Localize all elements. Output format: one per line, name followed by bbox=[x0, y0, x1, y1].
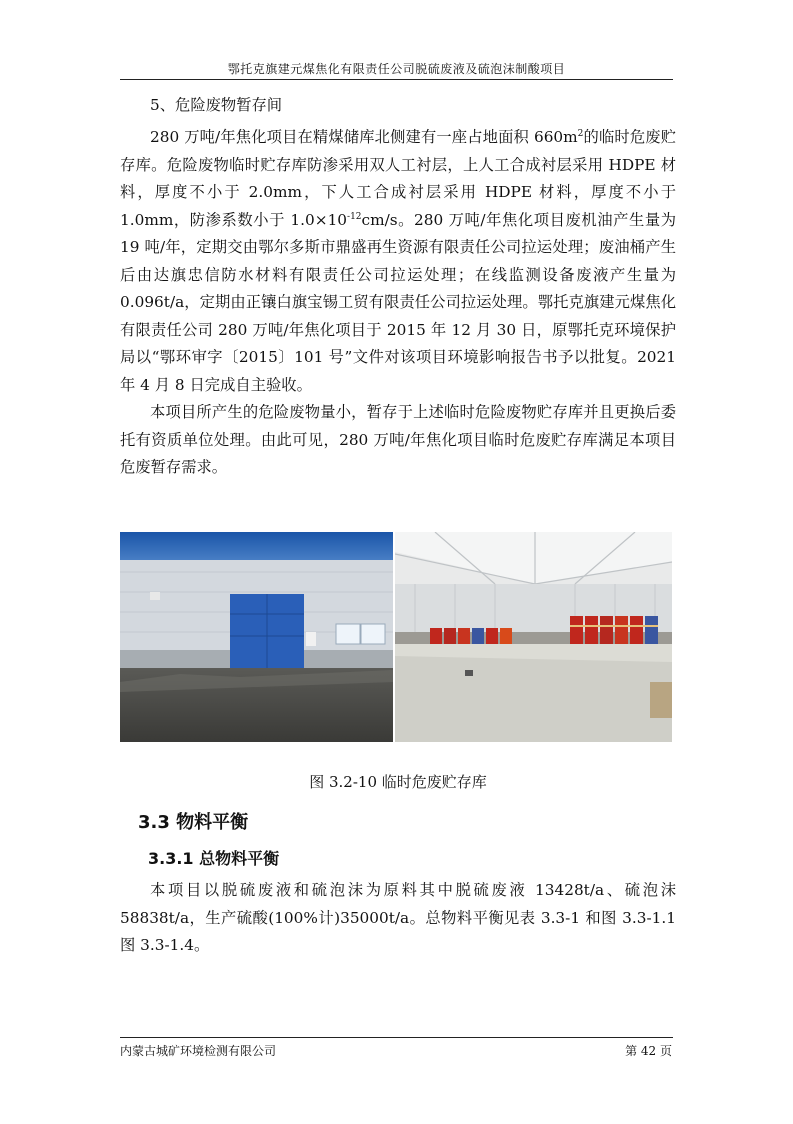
section-3-3-heading: 3.3 物料平衡 bbox=[138, 812, 249, 833]
figure-caption: 图 3.2-10 临时危废贮存库 bbox=[309, 773, 487, 791]
paragraph-material-balance: 本项目以脱硫废液和硫泡沫为原料其中脱硫废液 13428t/a、硫泡沫 58838t/a，生产硫酸(100%计)35000t/a。总物料平衡见表 3.3-1 和图 3.3-1.1 图 3.3-1.4。 bbox=[120, 881, 676, 954]
storage-interior-photo bbox=[395, 532, 672, 742]
storage-exterior-photo bbox=[120, 532, 393, 742]
paragraph-storage-description: 280 万吨/年焦化项目在精煤储库北侧建有一座占地面积 $660m^2$的临时危废贮存库。危险废物临时贮存库防渗采用双人工衬层，上人工合成衬层采用 HDPE 材料，厚度不小于 2.0mm，下人工合成衬层采用 HDPE 材料，厚度不小于 1.0mm，防渗系数小于 $1.0\times 10^{-12}cm/s$。280 万吨/年焦化项目废机油产生量为 19 吨/年，定期交由鄂尔多斯市鼎盛再生资源有限责任公司拉运处理；废油桶产生后由达旗忠信防水材料有限责任公司拉运处理；在线监测设备废液产生量为 0.096t/a，定期由正镶白旗宝锡工贸有限责任公司拉运处理。鄂托克旗建元煤焦化有限责任公司 280 万吨/年焦化项目于 2015 年 12 月 30 日，原鄂托克环境保护局以“鄂环审字〔2015〕101 号”文件对该项目环境影响报告书予以批复。2021 年 4 月 8 日完成自主验收。 bbox=[120, 128, 676, 394]
section-3-3-1-heading: 3.3.1 总物料平衡 bbox=[148, 849, 280, 868]
section-5-heading: 5、危险废物暂存间 bbox=[150, 96, 283, 114]
footer-company: 内蒙古城矿环境检测有限公司 bbox=[120, 1044, 277, 1058]
section-5-body bbox=[120, 124, 676, 482]
page-header: 鄂托克旗建元煤焦化有限责任公司脱硫废液及硫泡沫制酸项目 bbox=[227, 62, 566, 76]
section-3-3-1-body bbox=[120, 877, 676, 960]
page-number: 第 42 页 bbox=[625, 1044, 672, 1058]
header-divider bbox=[120, 79, 673, 80]
paragraph-conclusion: 本项目所产生的危险废物量小，暂存于上述临时危险废物贮存库并且更换后委托有资质单位处理。由此可见，280 万吨/年焦化项目临时危废贮存库满足本项目危废暂存需求。 bbox=[120, 403, 676, 476]
figure-photos bbox=[120, 532, 672, 742]
footer-divider bbox=[120, 1037, 673, 1038]
